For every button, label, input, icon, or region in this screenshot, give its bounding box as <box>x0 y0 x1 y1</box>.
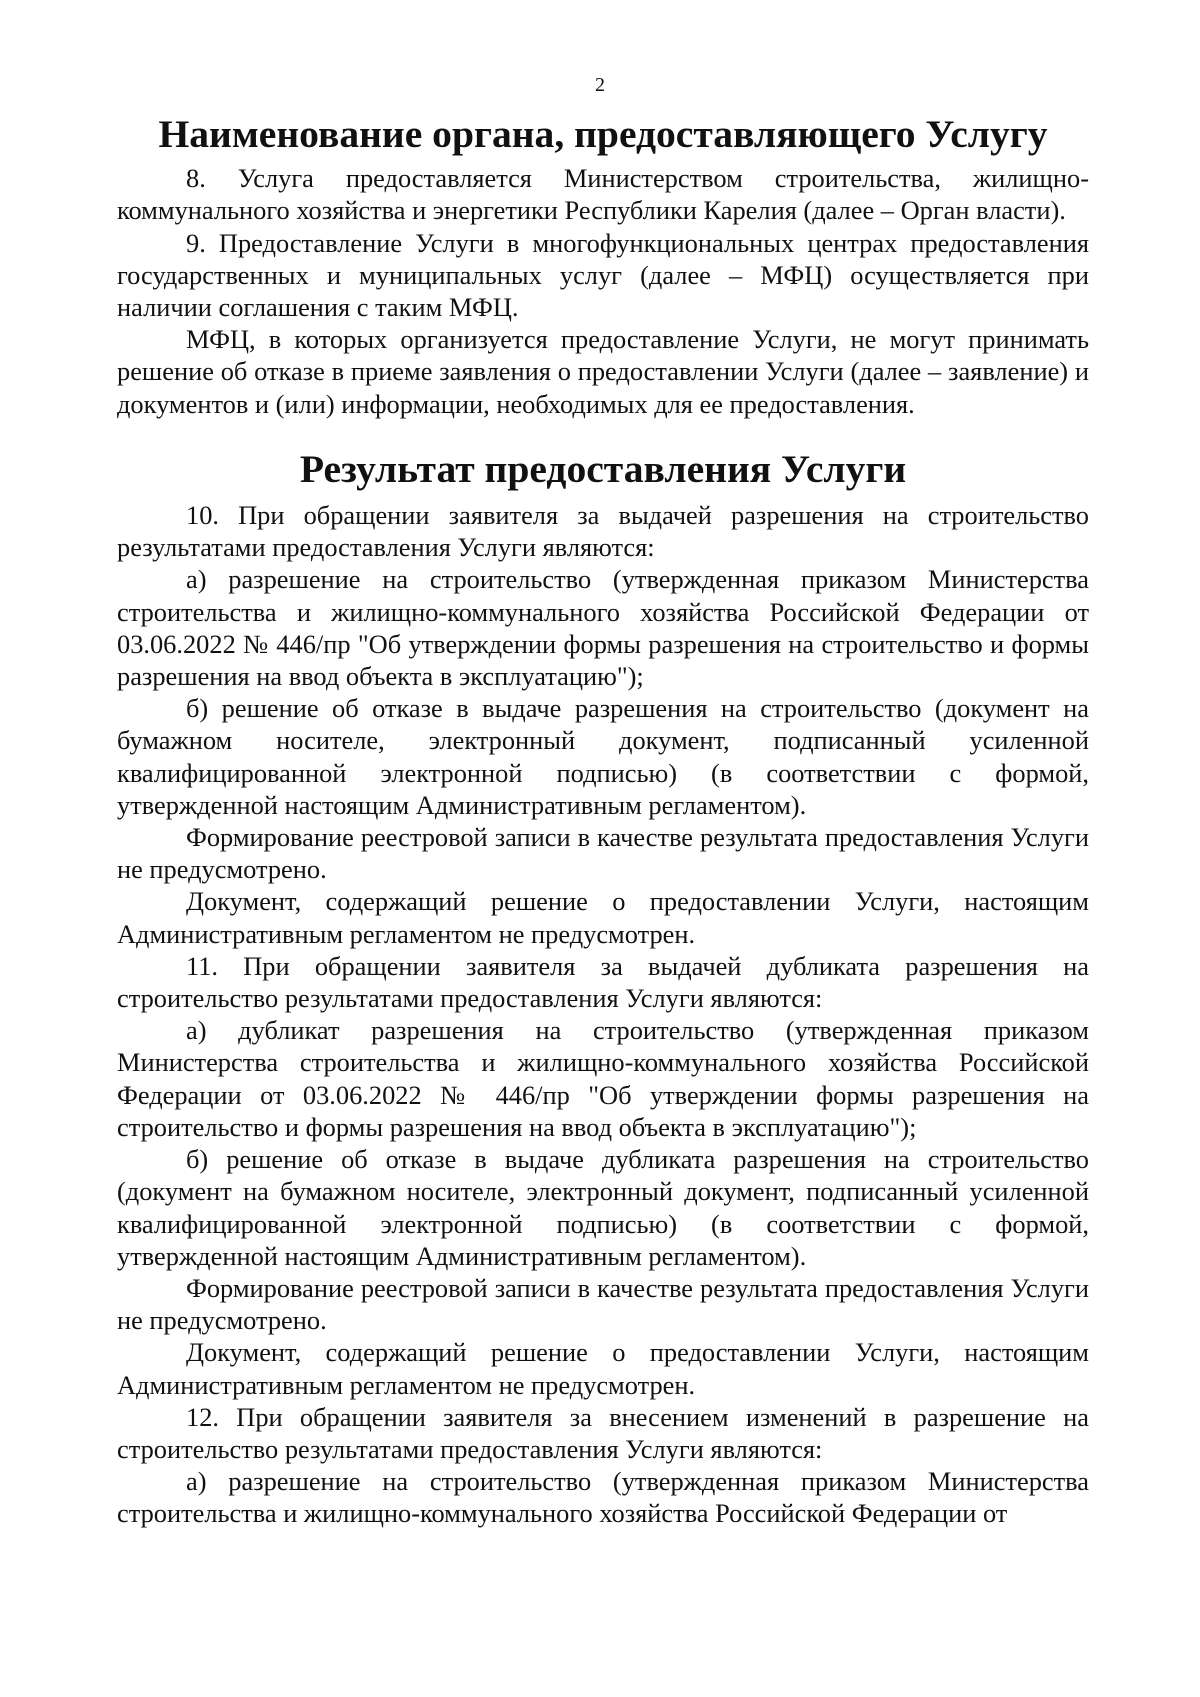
section-heading-result: Результат предоставления Услуги <box>299 446 907 491</box>
document-body <box>117 112 1089 1530</box>
paragraph: Формирование реестровой записи в качестве результата предоставления Услуги не предусмотрено. <box>117 1272 1089 1336</box>
page-number: 2 <box>595 74 605 96</box>
paragraph: 12. При обращении заявителя за внесением изменений в разрешение на строительство результатами предоставления Услуги являются: <box>117 1401 1089 1464</box>
paragraph: Документ, содержащий решение о предоставлении Услуги, настоящим Административным регламентом не предусмотрен. <box>117 886 1089 949</box>
paragraph: а) разрешение на строительство (утвержденная приказом Министерства строительства и жилищно-коммунального хозяйства Российской Федерации от <box>117 1466 1089 1529</box>
paragraph: Формирование реестровой записи в качестве результата предоставления Услуги не предусмотрено. <box>117 822 1089 885</box>
paragraph: 9. Предоставление Услуги в многофункциональных центрах предоставления государственных и муниципальных услуг (далее – МФЦ) осуществляется при наличии соглашения с таким МФЦ. <box>117 227 1089 323</box>
paragraph: а) дубликат разрешения на строительство (утвержденная приказом Министерства строительства и жилищно-коммунального хозяйства Российской Федерации от 03.06.2022 № 446/пр "Об утверждении формы разрешения на строительство и формы разрешения на ввод объекта в эксплуатацию"); <box>117 1015 1089 1142</box>
paragraph: б) решение об отказе в выдаче дубликата разрешения на строительство (документ на бумажном носителе, электронный документ, подписанный усиленной квалифицированной электронной подписью) (в соответствии с формой, утвержденной настоящим Административным регламентом). <box>117 1144 1089 1271</box>
paragraph: 10. При обращении заявителя за выдачей разрешения на строительство результатами предоставления Услуги являются: <box>117 500 1089 563</box>
paragraph: б) решение об отказе в выдаче разрешения на строительство (документ на бумажном носителе, электронный документ, подписанный усиленной квалифицированной электронной подписью) (в соответствии с формой, утвержденной настоящим Административным регламентом). <box>117 693 1089 820</box>
paragraph: Документ, содержащий решение о предоставлении Услуги, настоящим Административным регламентом не предусмотрен. <box>117 1337 1089 1400</box>
paragraph: МФЦ, в которых организуется предоставление Услуги, не могут принимать решение об отказе в приеме заявления о предоставлении Услуги (далее – заявление) и документов и (или) информации, необходимых для ее предоставления. <box>117 324 1089 419</box>
paragraph: 11. При обращении заявителя за выдачей дубликата разрешения на строительство результатами предоставления Услуги являются: <box>117 950 1089 1014</box>
paragraph: 8. Услуга предоставляется Министерством строительства, жилищно-коммунального хозяйства и энергетики Республики Карелия (далее – Орган власти). <box>117 163 1089 226</box>
paragraph: а) разрешение на строительство (утвержденная приказом Министерства строительства и жилищно-коммунального хозяйства Российской Федерации от 03.06.2022 № 446/пр "Об утверждении формы разрешения на строительство и формы разрешения на ввод объекта в эксплуатацию"); <box>117 564 1089 692</box>
section-heading-authority: Наименование органа, предоставляющего Услугу <box>158 112 1048 156</box>
